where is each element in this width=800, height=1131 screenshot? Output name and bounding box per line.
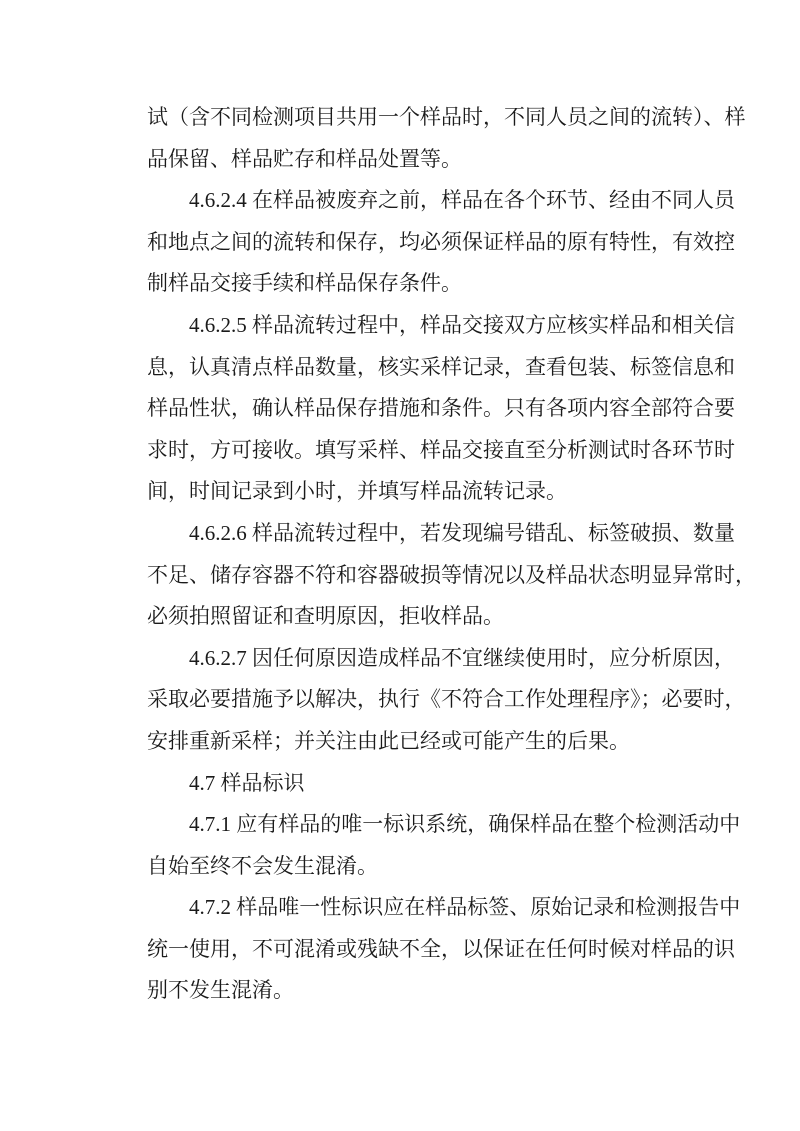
para-4-7-2-line-1: 4.7.2 样品唯一性标识应在样品标签、原始记录和检测报告中 <box>189 895 741 920</box>
para-4-6-2-4-line-1: 4.6.2.4 在样品被废弃之前，样品在各个环节、经由不同人员 <box>189 188 735 213</box>
para-4-6-2-7-line-2: 采取必要措施予以解决，执行《不符合工作处理程序》；必要时， <box>147 687 746 712</box>
para-4-7-2-line-3: 别不发生混淆。 <box>147 978 294 1003</box>
para-sample-flow-continuation-line-1: 试（含不同检测项目共用一个样品时，不同人员之间的流转）、样 <box>147 105 746 129</box>
para-4-6-2-7-line-3: 安排重新采样；并关注由此已经或可能产生的后果。 <box>147 728 630 753</box>
para-4-6-2-7-line-1: 4.6.2.7 因任何原因造成样品不宜继续使用时，应分析原因， <box>189 645 735 670</box>
text-block <box>147 97 756 1012</box>
para-4-6-2-6-line-1: 4.6.2.6 样品流转过程中，若发现编号错乱、标签破损、数量 <box>189 520 735 545</box>
para-4-6-2-5-line-4: 求时，方可接收。填写采样、样品交接直至分析测试时各环节时 <box>147 437 735 462</box>
heading-4-7-line-1: 4.7 样品标识 <box>189 770 305 795</box>
para-4-6-2-5-line-1: 4.6.2.5 样品流转过程中，样品交接双方应核实样品和相关信 <box>189 312 735 337</box>
para-4-7-1-line-1: 4.7.1 应有样品的唯一标识系统，确保样品在整个检测活动中 <box>189 812 741 837</box>
para-4-7-1-line-2: 自始至终不会发生混淆。 <box>147 853 378 878</box>
para-sample-flow-continuation-line-2: 品保留、样品贮存和样品处置等。 <box>147 146 462 171</box>
para-4-6-2-4-line-3: 制样品交接手续和样品保存条件。 <box>147 271 462 296</box>
para-4-6-2-5-line-5: 间，时间记录到小时，并填写样品流转记录。 <box>147 479 567 504</box>
para-4-6-2-5-line-2: 息，认真清点样品数量，核实采样记录，查看包装、标签信息和 <box>147 354 735 379</box>
para-4-6-2-4-line-2: 和地点之间的流转和保存，均必须保证样品的原有特性，有效控 <box>147 229 735 254</box>
para-4-6-2-6-line-2: 不足、储存容器不符和容器破损等情况以及样品状态明显异常时， <box>147 562 756 587</box>
para-4-6-2-6-line-3: 必须拍照留证和查明原因，拒收样品。 <box>147 604 504 629</box>
para-4-6-2-5-line-3: 样品性状，确认样品保存措施和条件。只有各项内容全部符合要 <box>147 396 735 421</box>
para-4-7-2-line-2: 统一使用，不可混淆或残缺不全，以保证在任何时候对样品的识 <box>147 936 735 961</box>
